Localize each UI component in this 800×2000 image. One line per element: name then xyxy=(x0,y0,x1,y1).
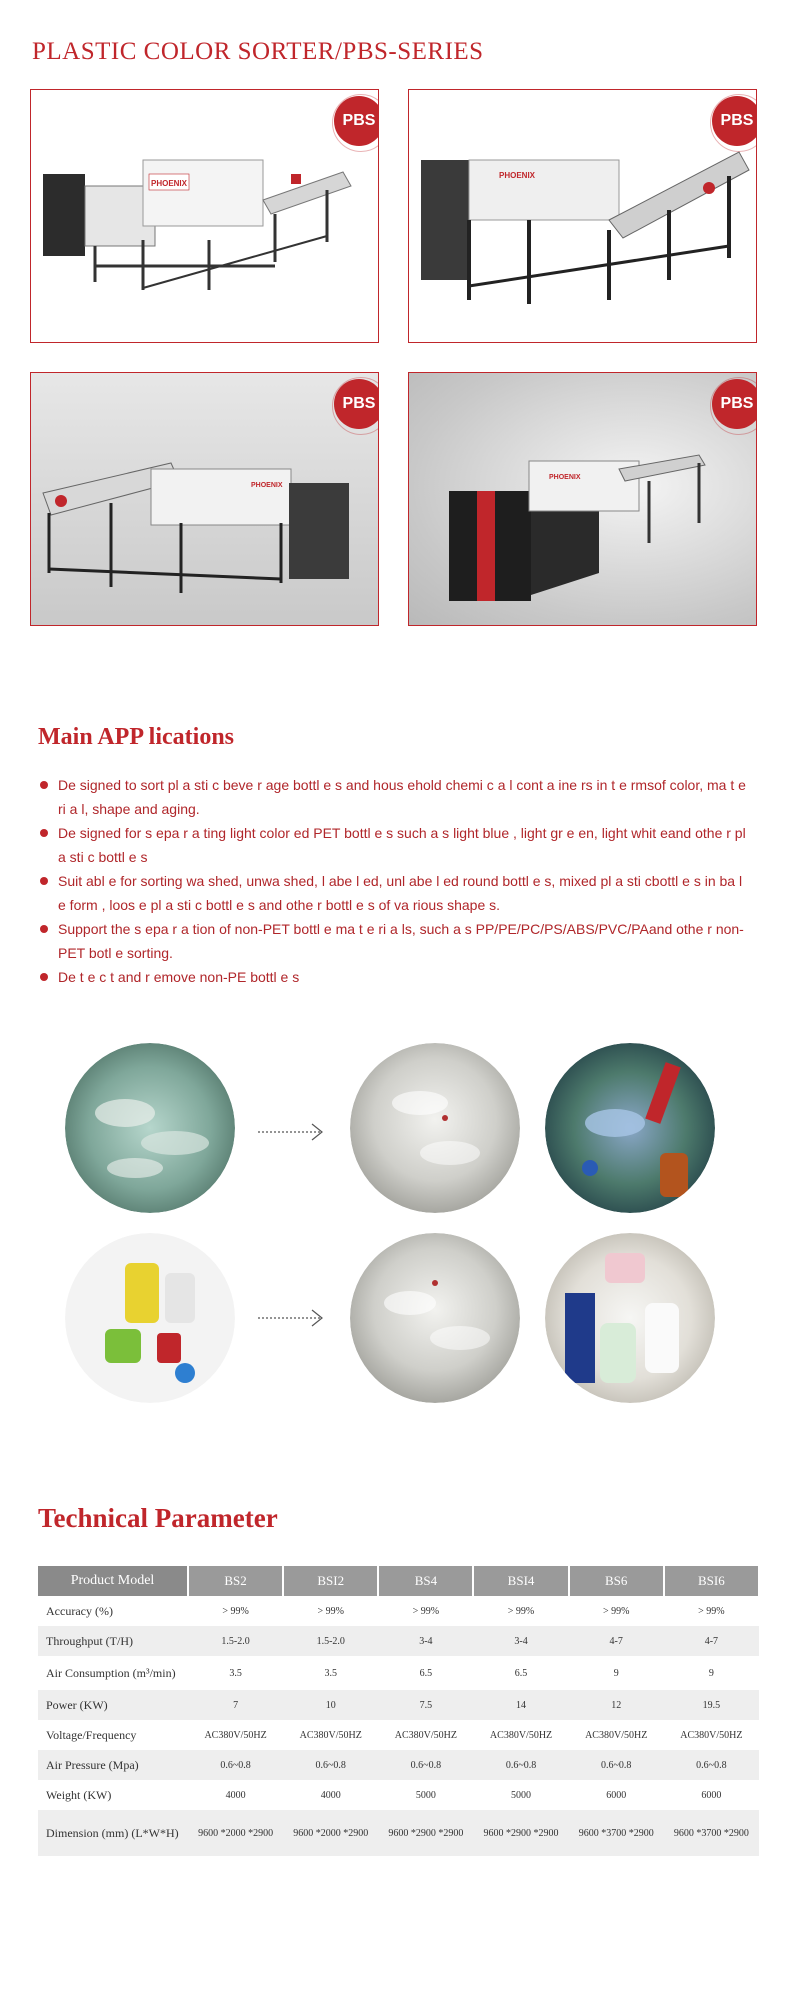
table-row xyxy=(38,1720,759,1750)
model-header: BS2 xyxy=(188,1566,283,1596)
cell: 0.6~0.8 xyxy=(664,1750,759,1780)
model-header: BSI2 xyxy=(283,1566,378,1596)
cell: 1.5-2.0 xyxy=(188,1626,283,1656)
table-row xyxy=(38,1690,759,1720)
cell: 7 xyxy=(188,1690,283,1720)
cell: 6000 xyxy=(606,1789,627,1801)
brand-label: PHOENIX xyxy=(150,179,188,188)
cell: 6000 xyxy=(701,1789,722,1801)
cell: 6.5 xyxy=(419,1667,433,1679)
cell: AC380V/50HZ xyxy=(299,1729,362,1741)
cell: 4-7 xyxy=(569,1626,664,1656)
list-item: De signed for s epa r a ting light color ed PET bottl e s such a s light blue , light gr e en, light whit eand othe r pl a sti c bottl e s xyxy=(40,821,750,869)
header-label: Product Model xyxy=(38,1566,188,1596)
table-header-row xyxy=(38,1566,759,1596)
row-label: Power (KW) xyxy=(38,1690,188,1720)
cell: 6.5 xyxy=(514,1667,528,1679)
cell: 4000 xyxy=(225,1789,246,1801)
row-label: Air Consumption (m³/min) xyxy=(46,1665,176,1680)
cell: 9600 *2000 *2900 xyxy=(188,1810,283,1856)
model-header: BS4 xyxy=(378,1566,473,1596)
technical-title: Technical Parameter xyxy=(38,1503,278,1533)
pbs-badge: PBS xyxy=(334,379,379,429)
cell: AC380V/50HZ xyxy=(489,1729,553,1741)
cell: > 99% xyxy=(412,1605,440,1617)
product-image-4 xyxy=(408,372,757,626)
cell: 0.6~0.8 xyxy=(283,1750,378,1780)
row-label: Air Pressure (Mpa) xyxy=(38,1750,188,1780)
clear-pet-photo xyxy=(350,1043,520,1213)
brand-label: PHOENIX xyxy=(251,482,283,489)
cell: 0.6~0.8 xyxy=(378,1750,473,1780)
arrow-right-icon xyxy=(256,1121,328,1143)
table-row xyxy=(38,1750,759,1780)
cell: > 99% xyxy=(698,1605,725,1617)
cell: > 99% xyxy=(317,1605,344,1617)
applications-list xyxy=(40,773,750,989)
cell: 9600 *2900 *2900 xyxy=(378,1810,473,1856)
cell: 4000 xyxy=(320,1789,341,1801)
cell: AC380V/50HZ xyxy=(680,1729,743,1741)
model-header: BS6 xyxy=(569,1566,664,1596)
cell: > 99% xyxy=(222,1605,249,1617)
cell: 1.5-2.0 xyxy=(283,1626,378,1656)
list-item: De signed to sort pl a sti c beve r age bottl e s and hous ehold chemi c a l cont a ine rs in t e rmsof color, ma t e ri a l, shape and aging. xyxy=(40,773,750,821)
cell: 0.6~0.8 xyxy=(569,1750,664,1780)
row-label: Weight (KW) xyxy=(46,1787,112,1802)
hdpe-bottles-photo xyxy=(545,1233,715,1403)
cell: 9600 *2000 *2900 xyxy=(283,1810,378,1856)
cell: 19.5 xyxy=(664,1690,759,1720)
cell: 0.6~0.8 xyxy=(473,1750,568,1780)
color-sorter-illustration xyxy=(409,90,756,342)
cell: 9600 *2900 *2900 xyxy=(473,1810,568,1856)
cell: 9600 *3700 *2900 xyxy=(664,1810,759,1856)
product-image-2 xyxy=(408,89,757,343)
color-sorter-illustration xyxy=(409,373,756,625)
row-label: Voltage/Frequency xyxy=(46,1727,137,1742)
page-title: PLASTIC COLOR SORTER/PBS-SERIES xyxy=(32,38,484,65)
product-image-1 xyxy=(30,89,379,343)
model-header: BSI4 xyxy=(473,1566,568,1596)
cell: > 99% xyxy=(602,1605,630,1617)
brand-label: PHOENIX xyxy=(499,171,536,180)
cell: 3-4 xyxy=(473,1626,568,1656)
color-sorter-illustration xyxy=(31,90,378,342)
table-row xyxy=(38,1810,759,1856)
brand-label: PHOENIX xyxy=(549,474,581,481)
list-item: De t e c t and r emove non-PE bottl e s xyxy=(40,965,750,989)
cell: 0.6~0.8 xyxy=(188,1750,283,1780)
clear-pet-photo-2 xyxy=(350,1233,520,1403)
pbs-badge: PBS xyxy=(712,96,757,146)
pbs-badge: PBS xyxy=(334,96,379,146)
cell: 14 xyxy=(473,1690,568,1720)
cell: 12 xyxy=(569,1690,664,1720)
cell: 4-7 xyxy=(664,1626,759,1656)
rejected-bottles-photo xyxy=(545,1043,715,1213)
cell: 3.5 xyxy=(229,1667,242,1679)
table-row xyxy=(38,1780,759,1810)
cell: AC380V/50HZ xyxy=(394,1729,457,1741)
model-header: BSI6 xyxy=(664,1566,759,1596)
cell: AC380V/50HZ xyxy=(585,1729,648,1741)
table-row xyxy=(38,1626,759,1656)
cell: 3-4 xyxy=(378,1626,473,1656)
cell: > 99% xyxy=(507,1605,535,1617)
applications-title: Main APP lications xyxy=(38,724,235,750)
pbs-badge: PBS xyxy=(712,379,757,429)
mixed-colored-bottles-photo xyxy=(65,1233,235,1403)
list-item: Support the s epa r a tion of non-PET bottl e ma t e ri a ls, such a s PP/PE/PC/PS/ABS/PVC/PAand othe r non-PET botl e sorting. xyxy=(40,917,750,965)
arrow-right-icon xyxy=(256,1307,328,1329)
row-label: Dimension (mm) (L*W*H) xyxy=(38,1810,188,1856)
cell: 10 xyxy=(283,1690,378,1720)
cell: 3.5 xyxy=(324,1667,337,1679)
table-row xyxy=(38,1656,759,1690)
cell: 9 xyxy=(613,1667,619,1679)
technical-parameter-table xyxy=(38,1566,760,1856)
cell: 5000 xyxy=(415,1789,436,1801)
row-label: Throughput (T/H) xyxy=(38,1626,188,1656)
cell: 9 xyxy=(708,1667,714,1679)
cell: 9600 *3700 *2900 xyxy=(569,1810,664,1856)
row-label: Accuracy (%) xyxy=(46,1603,113,1618)
cell: 7.5 xyxy=(378,1690,473,1720)
list-item: Suit abl e for sorting wa shed, unwa shed, l abe l ed, unl abe l ed round bottl e s, mixed pl a sti cbottl e s in ba l e form , loos e pl a sti c bottl e s and othe r bottl e s of va rious shape s. xyxy=(40,869,750,917)
table-row xyxy=(38,1596,759,1626)
cell: AC380V/50HZ xyxy=(204,1729,267,1741)
color-sorter-illustration xyxy=(31,373,378,625)
cell: 5000 xyxy=(511,1789,532,1801)
mixed-bottles-photo xyxy=(65,1043,235,1213)
product-image-3 xyxy=(30,372,379,626)
